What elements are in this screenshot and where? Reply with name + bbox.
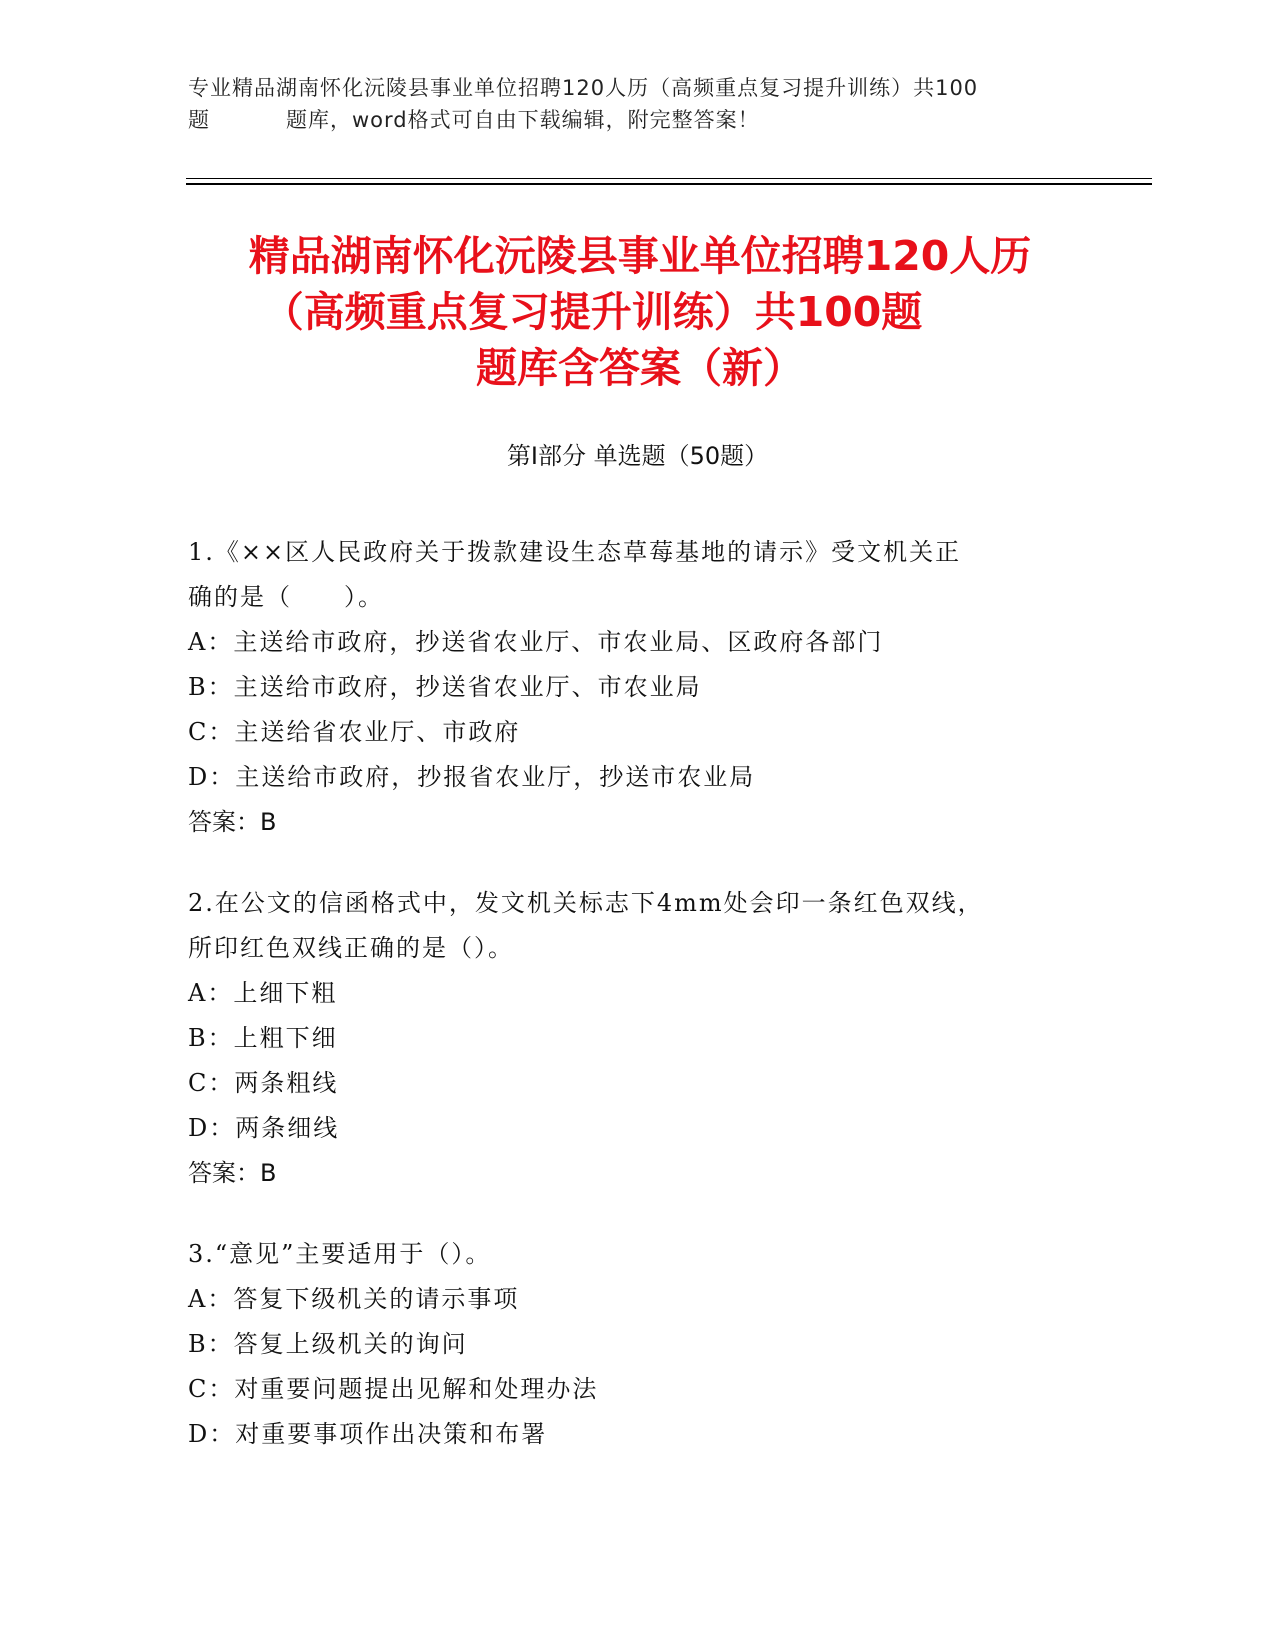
option-b: B：答复上级机关的询问 <box>188 1330 468 1358</box>
question-text: 2.在公文的信函格式中，发文机关标志下4mm处会印一条红色双线， <box>188 889 984 917</box>
title-line-3: 题库含答案（新） <box>476 344 804 392</box>
answer-line: 答案：B <box>188 1159 277 1187</box>
option-b: B：主送给市政府，抄送省农业厅、市农业局 <box>188 673 702 701</box>
option-b: B：上粗下细 <box>188 1024 338 1052</box>
question-text: 确的是（ ）。 <box>188 583 384 611</box>
option-d: D：两条细线 <box>188 1114 340 1142</box>
option-c: C：对重要问题提出见解和处理办法 <box>188 1375 599 1403</box>
question-text: 3.“意见”主要适用于（）。 <box>188 1240 492 1268</box>
option-a: A：主送给市政府，抄送省农业厅、市农业局、区政府各部门 <box>188 628 884 656</box>
header-line-2 <box>188 104 1088 136</box>
document-title <box>160 228 1120 396</box>
title-line-1: 精品湖南怀化沅陵县事业单位招聘120人历 <box>248 232 1032 280</box>
header-divider-thin <box>186 178 1152 179</box>
title-line-2: （高频重点复习提升训练）共100题 <box>262 288 923 336</box>
header-line-1: 专业精品湖南怀化沅陵县事业单位招聘120人历（高频重点复习提升训练）共100 <box>188 76 979 100</box>
page-header <box>188 72 1088 136</box>
header-line-2-rest: 题库，word格式可自由下载编辑，附完整答案！ <box>286 108 760 132</box>
option-d: D：主送给市政府，抄报省农业厅，抄送市农业局 <box>188 763 756 791</box>
header-line-2-start: 题 <box>188 108 210 132</box>
answer-line: 答案：B <box>188 808 277 836</box>
header-divider-thick <box>186 183 1152 185</box>
question-2 <box>188 881 1088 1196</box>
option-a: A：答复下级机关的请示事项 <box>188 1285 520 1313</box>
option-a: A：上细下粗 <box>188 979 338 1007</box>
option-c: C：主送给省农业厅、市政府 <box>188 718 521 746</box>
question-1 <box>188 530 1088 845</box>
question-text: 1.《××区人民政府关于拨款建设生态草莓基地的请示》受文机关正 <box>188 538 962 566</box>
question-text: 所印红色双线正确的是（）。 <box>188 934 514 962</box>
question-3 <box>188 1232 1088 1457</box>
question-list <box>188 530 1088 1493</box>
section-heading: 第Ⅰ部分 单选题（50题） <box>506 442 769 470</box>
option-d: D：对重要事项作出决策和布署 <box>188 1420 548 1448</box>
option-c: C：两条粗线 <box>188 1069 339 1097</box>
